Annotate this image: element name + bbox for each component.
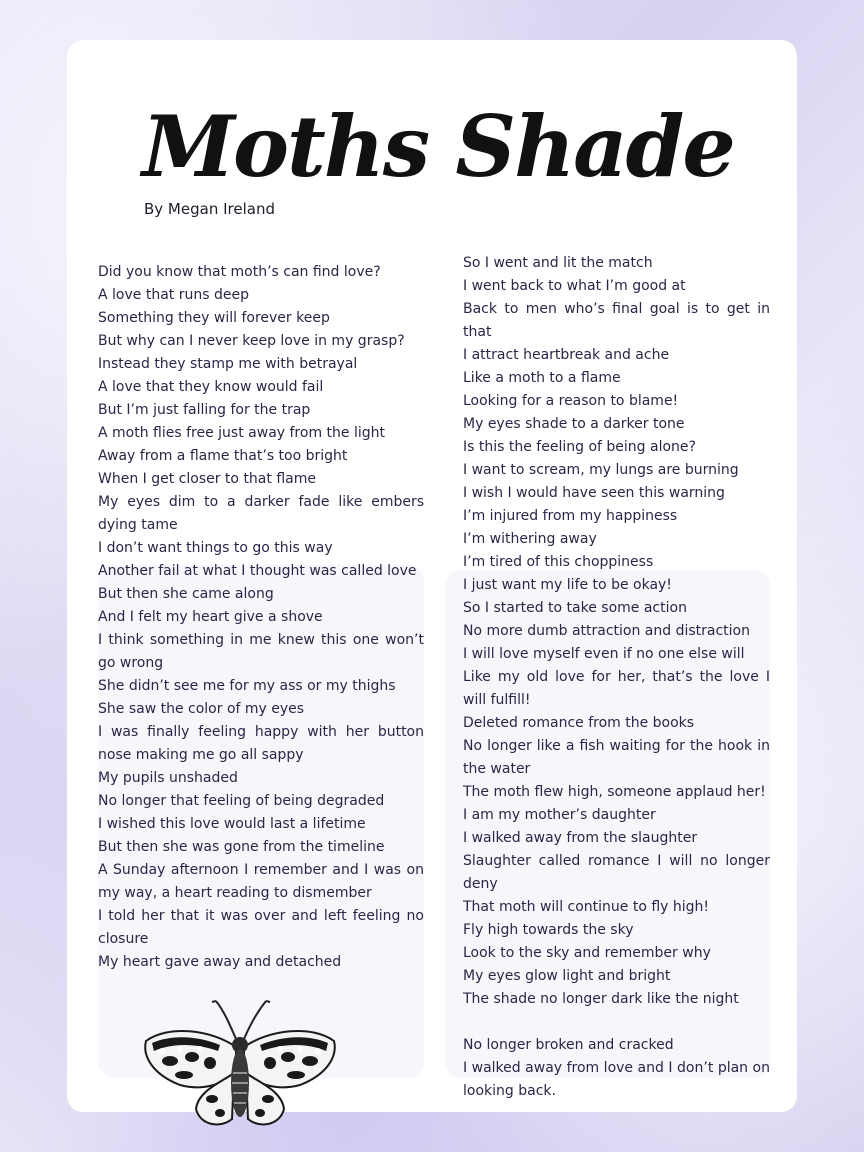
poem-line: The moth flew high, someone applaud her!	[463, 784, 766, 800]
poem-line: She saw the color of my eyes	[98, 701, 305, 717]
poem-line: Is this the feeling of being alone?	[463, 439, 696, 455]
poem-column-right	[463, 252, 770, 1103]
poem-line: A Sunday afternoon I remember and I was on my way, a heart reading to dismember	[98, 862, 424, 901]
poem-line: I think something in me knew this one won’t go wrong	[98, 632, 424, 671]
poem-line: I don’t want things to go this way	[98, 540, 333, 556]
poem-line: But then she was gone from the timeline	[98, 839, 385, 855]
poem-line: A love that runs deep	[98, 287, 249, 303]
poem-line: No more dumb attraction and distraction	[463, 623, 750, 639]
poem-line: I am my mother’s daughter	[463, 807, 656, 823]
poem-line: But why can I never keep love in my grasp?	[98, 333, 405, 349]
poem-line: I wish I would have seen this warning	[463, 485, 725, 501]
poem-line: No longer broken and cracked	[463, 1037, 674, 1053]
poem-line: My pupils unshaded	[98, 770, 238, 786]
poem-column-left	[98, 261, 424, 974]
poem-line: But I’m just falling for the trap	[98, 402, 311, 418]
poem-line: When I get closer to that flame	[98, 471, 316, 487]
poem-line: I want to scream, my lungs are burning	[463, 462, 739, 478]
poem-line: My eyes dim to a darker fade like embers dying tame	[98, 494, 424, 533]
poem-line: I went back to what I’m good at	[463, 278, 686, 294]
poem-line: My eyes glow light and bright	[463, 968, 671, 984]
poem-line: She didn’t see me for my ass or my thighs	[98, 678, 396, 694]
poem-line: Looking for a reason to blame!	[463, 393, 679, 409]
poem-line: No longer that feeling of being degraded	[98, 793, 385, 809]
poem-line: Instead they stamp me with betrayal	[98, 356, 358, 372]
poem-line: I wished this love would last a lifetime	[98, 816, 366, 832]
poem-line: Like my old love for her, that’s the love I will fulfill!	[463, 669, 770, 708]
poem-line: Back to men who’s final goal is to get in that	[463, 301, 770, 340]
poem-line: Like a moth to a flame	[463, 370, 621, 386]
poem-line: A moth flies free just away from the light	[98, 425, 385, 441]
poem-author: By Megan Ireland	[144, 200, 275, 218]
poem-line: Did you know that moth’s can find love?	[98, 264, 381, 280]
poem-line: That moth will continue to fly high!	[463, 899, 710, 915]
poem-line: A love that they know would fail	[98, 379, 324, 395]
poem-line: And I felt my heart give a shove	[98, 609, 323, 625]
poem-line: I told her that it was over and left feeling no closure	[98, 908, 424, 947]
poem-line: Look to the sky and remember why	[463, 945, 711, 961]
poem-line: I’m injured from my happiness	[463, 508, 678, 524]
poem-line: Another fail at what I thought was called love	[98, 563, 417, 579]
poem-line: Away from a flame that’s too bright	[98, 448, 348, 464]
poem-line: I walked away from the slaughter	[463, 830, 698, 846]
poem-line: I attract heartbreak and ache	[463, 347, 670, 363]
poem-line: So I started to take some action	[463, 600, 687, 616]
poem-line: I just want my life to be okay!	[463, 577, 672, 593]
moth-icon	[140, 995, 340, 1133]
poem-line: I’m withering away	[463, 531, 597, 547]
poem-line: No longer like a fish waiting for the hook in the water	[463, 738, 770, 777]
poem-line: The shade no longer dark like the night	[463, 991, 739, 1007]
poem-line: Something they will forever keep	[98, 310, 330, 326]
poem-line: Deleted romance from the books	[463, 715, 695, 731]
poem-line: Slaughter called romance I will no longer deny	[463, 853, 770, 892]
poem-line: My heart gave away and detached	[98, 954, 342, 970]
poem-line: I’m tired of this choppiness	[463, 554, 654, 570]
poem-title: Moths Shade	[142, 97, 734, 196]
poem-line: I walked away from love and I don’t plan on looking back.	[463, 1060, 770, 1099]
poem-line: But then she came along	[98, 586, 274, 602]
poem-line: I was finally feeling happy with her button nose making me go all sappy	[98, 724, 424, 763]
poem-line: I will love myself even if no one else will	[463, 646, 745, 662]
poem-line: Fly high towards the sky	[463, 922, 634, 938]
stanza-break	[463, 1011, 770, 1034]
poem-line: My eyes shade to a darker tone	[463, 416, 685, 432]
poem-line: So I went and lit the match	[463, 255, 653, 271]
